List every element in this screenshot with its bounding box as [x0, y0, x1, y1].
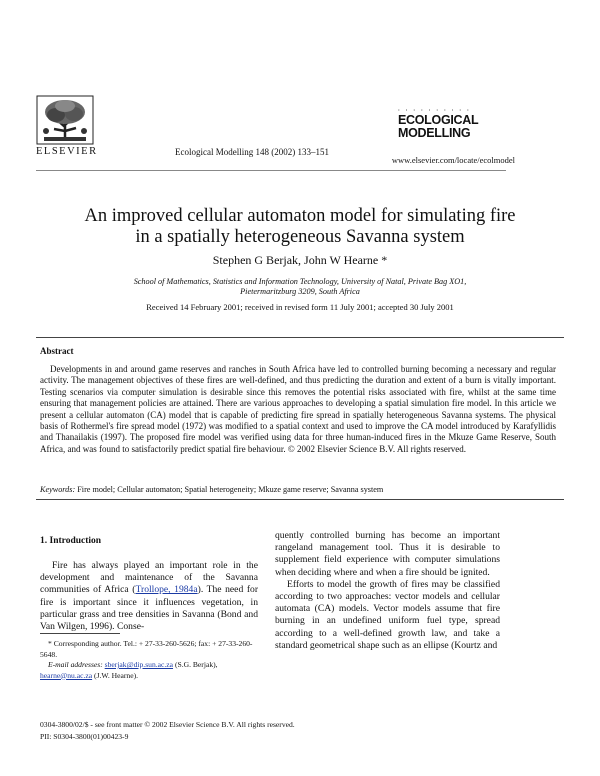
email-link-berjak[interactable]: sberjak@dip.sun.ac.za [104, 660, 174, 669]
pii-line: PII: S0304-3800(01)00423-9 [40, 732, 129, 741]
section-heading-introduction: 1. Introduction [40, 536, 102, 546]
footnote-divider [40, 633, 120, 634]
journal-url[interactable]: www.elsevier.com/locate/ecolmodel [391, 155, 515, 165]
elsevier-logo [36, 95, 98, 157]
email-name-berjak: (S.G. Berjak), [174, 660, 218, 669]
affiliation [36, 277, 564, 297]
received-dates: Received 14 February 2001; received in revised form 11 July 2001; accepted 30 July 2001 [146, 302, 454, 312]
intro-paragraph-2: Efforts to model the growth of fires may be classified according to two approaches: vector models and cellular automata (CA) models. Vector models assume that fire burning in an undefined uniform fuel type, spread according to a well-defined growth law, and take a standard geometrical shape such as an ellipse (Kourtz and [275, 578, 500, 651]
keywords-label: Keywords: [40, 485, 76, 494]
footnote-corresponding: * Corresponding author. Tel.: + 27-33-260-5626; fax: + 27-33-260-5648. [40, 639, 253, 659]
abstract-top-divider [36, 337, 564, 338]
abstract-heading: Abstract [40, 346, 74, 356]
paper-title-line2: in a spatially heterogeneous Savanna system [135, 227, 465, 247]
journal-logo-dots-icon: · · · · · · · · · · [398, 108, 471, 114]
footnote-emails [40, 660, 258, 681]
keywords-text: Fire model; Cellular automaton; Spatial heterogeneity; Mkuze game reserve; Savanna system [77, 485, 384, 494]
abstract-body: Developments in and around game reserves and ranches in South Africa have led to controlled burning becoming a necessary and regular activity. The management objectives of these fires are well-defined, and thus predicting the duration and extent of a burn is vitally important. Testing scenarios via computer simulation is desirable since this removes the potential risks associated with fire, whilst at the same time ensuring that management policies are attained. There are various approaches to developing a spatial simulation fire model. In this article we present a cellular automaton (CA) model that is capable of predicting fire spread in spatially heterogeneous Savanna systems. The physical basis of Rothermel's fire spread model (1972) was modified to a spatial context and used to improve the CA model introduced by Karafyllidis and Thanailakis (1997). The proposed fire model was verified using data for three human-induced fires in the Mkuze Game Reserve, South Africa, and was found to satisfactorily predict spatial fire behaviour. © 2002 Elsevier Science B.V. All rights reserved. [40, 364, 556, 454]
right-column [275, 530, 500, 652]
email-label: E-mail addresses: [48, 660, 103, 669]
intro-paragraph-1-cont: quently controlled burning has become an important rangeland management tool. Thus it is desirable to supplement field experience with computer simulations when deciding where and when a fire should be ignited. [275, 530, 500, 578]
email-name-hearne: (J.W. Hearne). [94, 670, 139, 680]
intro-p1-text: Fire has always played an important role in the development and maintenance of the Savanna communities of Africa ( [40, 560, 258, 596]
journal-citation: Ecological Modelling 148 (2002) 133–151 [175, 147, 329, 157]
elsevier-tree-icon [36, 95, 94, 145]
affiliation-line1: School of Mathematics, Statistics and Information Technology, University of Natal, Private Bag XO1, [133, 277, 467, 286]
journal-logo [398, 108, 490, 140]
footnote [40, 639, 258, 681]
abstract-bottom-divider [36, 499, 564, 500]
citation-link-trollope[interactable]: Trollope, 1984a [135, 584, 198, 596]
front-matter-line: 0304-3800/02/$ - see front matter © 2002 Elsevier Science B.V. All rights reserved. [40, 720, 295, 729]
keywords [40, 485, 556, 494]
intro-paragraph-1 [40, 560, 258, 633]
publisher-name: ELSEVIER [36, 146, 98, 157]
authors: Stephen G Berjak, John W Hearne * [212, 253, 388, 267]
left-column [40, 560, 258, 633]
journal-logo-line2: MODELLING [398, 126, 471, 140]
affiliation-line2: Pietermaritzburg 3209, South Africa [240, 287, 360, 296]
paper-title-line1: An improved cellular automaton model for simulating fire [84, 206, 516, 226]
header-divider [36, 170, 506, 171]
paper-title [36, 206, 564, 248]
email-link-hearne[interactable]: hearne@nu.ac.za [40, 670, 93, 680]
journal-logo-line1: ECOLOGICAL [398, 113, 479, 127]
intro-p1-text-cont: ). The need for fire is important since it influences vegetation, in particular grass and tree densities in Savanna (Bond and Van Wilgen, 1996). Conse- [40, 584, 259, 633]
